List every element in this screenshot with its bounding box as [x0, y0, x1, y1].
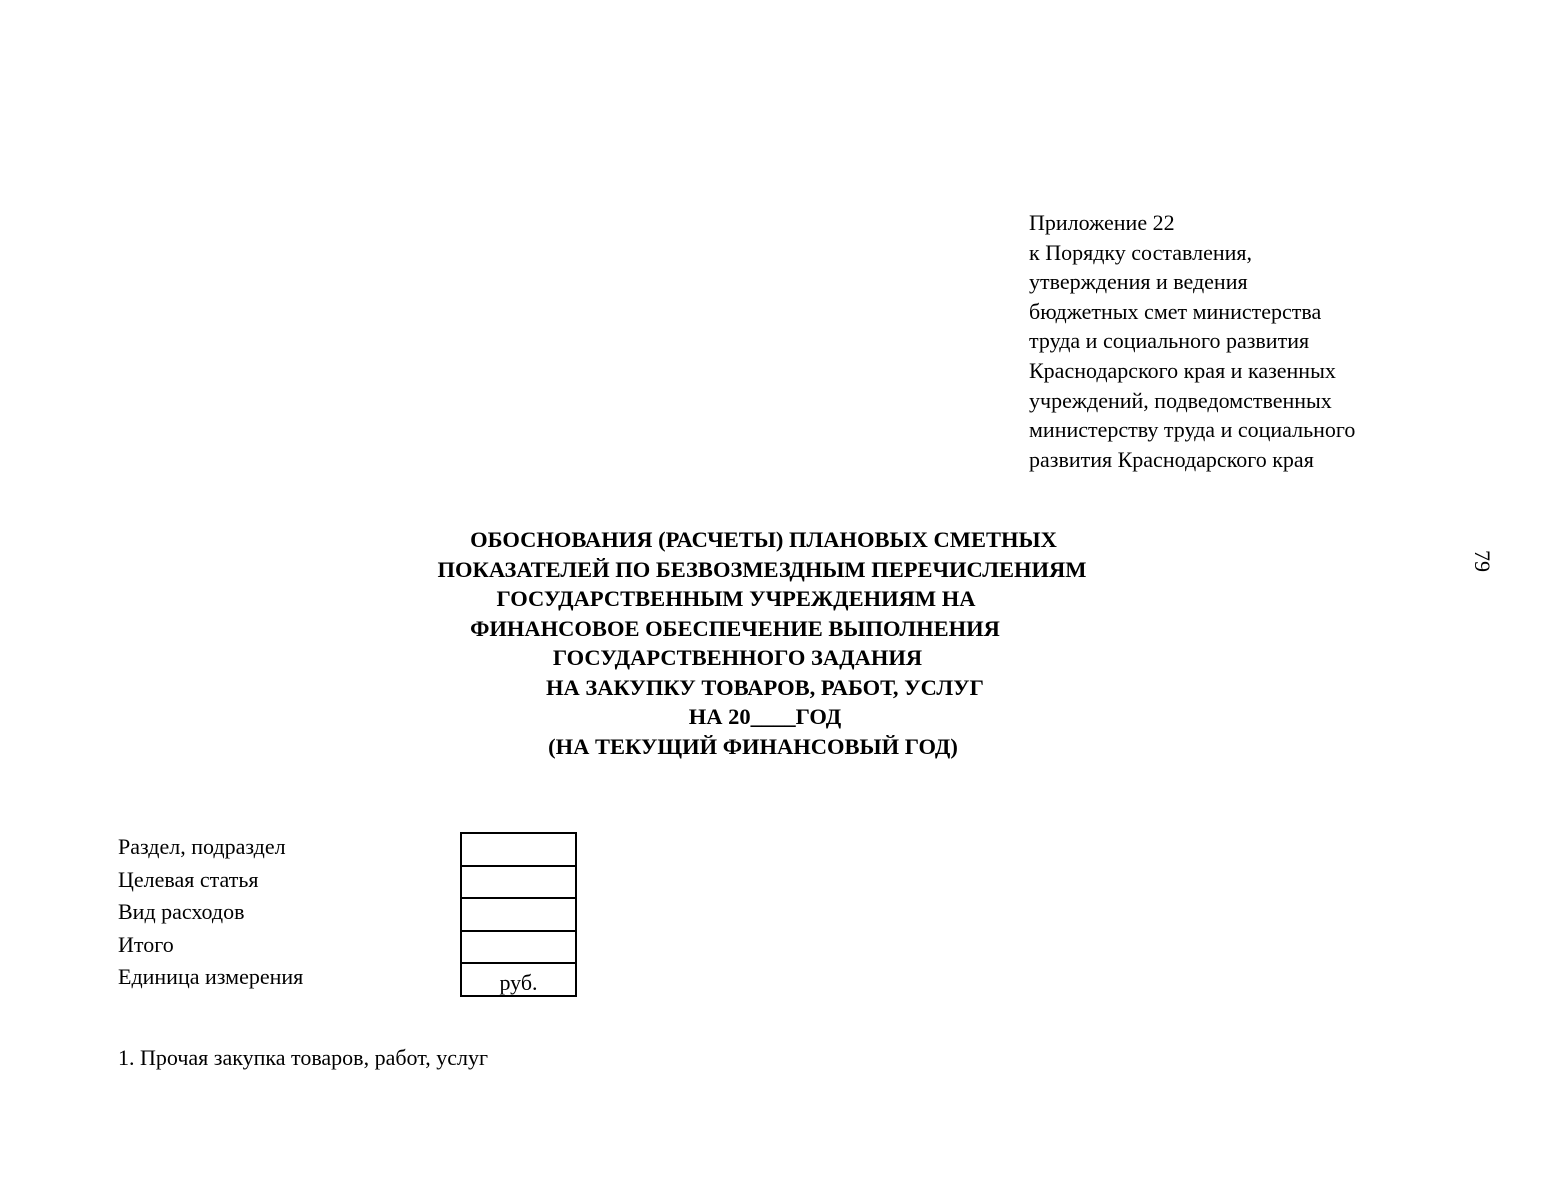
title-line: НА 20____ГОД	[688, 704, 842, 729]
appendix-line: учреждений, подведомственных	[1029, 387, 1332, 413]
document-title	[370, 525, 1160, 761]
title-line: (НА ТЕКУЩИЙ ФИНАНСОВЫЙ ГОД)	[548, 733, 958, 759]
field-label-expense-type: Вид расходов	[118, 899, 245, 924]
appendix-block	[1029, 208, 1449, 474]
field-label-section: Раздел, подраздел	[118, 834, 286, 859]
table-row	[461, 963, 576, 996]
page-number: 79	[1470, 550, 1495, 572]
appendix-line: развития Краснодарского края	[1029, 446, 1314, 472]
target-article-cell[interactable]	[461, 866, 576, 899]
table-row	[461, 931, 576, 964]
title-line: ГОСУДАРСТВЕННОГО ЗАДАНИЯ	[552, 645, 923, 670]
table-row	[461, 898, 576, 931]
table-row	[461, 833, 576, 866]
title-line: НА ЗАКУПКУ ТОВАРОВ, РАБОТ, УСЛУГ	[546, 674, 984, 700]
appendix-line: Краснодарского края и казенных	[1029, 357, 1336, 383]
table-row	[461, 866, 576, 899]
appendix-line: к Порядку составления,	[1029, 239, 1252, 265]
title-line: ОБОСНОВАНИЯ (РАСЧЕТЫ) ПЛАНОВЫХ СМЕТНЫХ	[470, 527, 1057, 552]
total-cell[interactable]	[461, 931, 576, 964]
field-label-target-article: Целевая статья	[118, 866, 259, 892]
section-heading: 1. Прочая закупка товаров, работ, услуг	[118, 1045, 488, 1070]
field-labels	[118, 831, 303, 994]
appendix-line: утверждения и ведения	[1029, 269, 1248, 295]
title-line: ФИНАНСОВОЕ ОБЕСПЕЧЕНИЕ ВЫПОЛНЕНИЯ	[470, 615, 1000, 641]
unit-cell: руб.	[461, 963, 576, 996]
title-line: ГОСУДАРСТВЕННЫМ УЧРЕЖДЕНИЯМ НА	[496, 586, 976, 611]
appendix-line: министерству труда и социального	[1029, 417, 1356, 443]
codes-table	[460, 832, 577, 997]
appendix-line: бюджетных смет министерства	[1029, 298, 1322, 324]
title-line: ПОКАЗАТЕЛЕЙ ПО БЕЗВОЗМЕЗДНЫМ ПЕРЕЧИСЛЕНИЯМ	[437, 556, 1087, 582]
expense-type-cell[interactable]	[461, 898, 576, 931]
field-label-unit: Единица измерения	[118, 964, 304, 989]
appendix-line: Приложение 22	[1029, 210, 1175, 235]
section-code-cell[interactable]	[461, 833, 576, 866]
appendix-line: труда и социального развития	[1029, 328, 1310, 354]
field-label-total: Итого	[118, 931, 174, 957]
